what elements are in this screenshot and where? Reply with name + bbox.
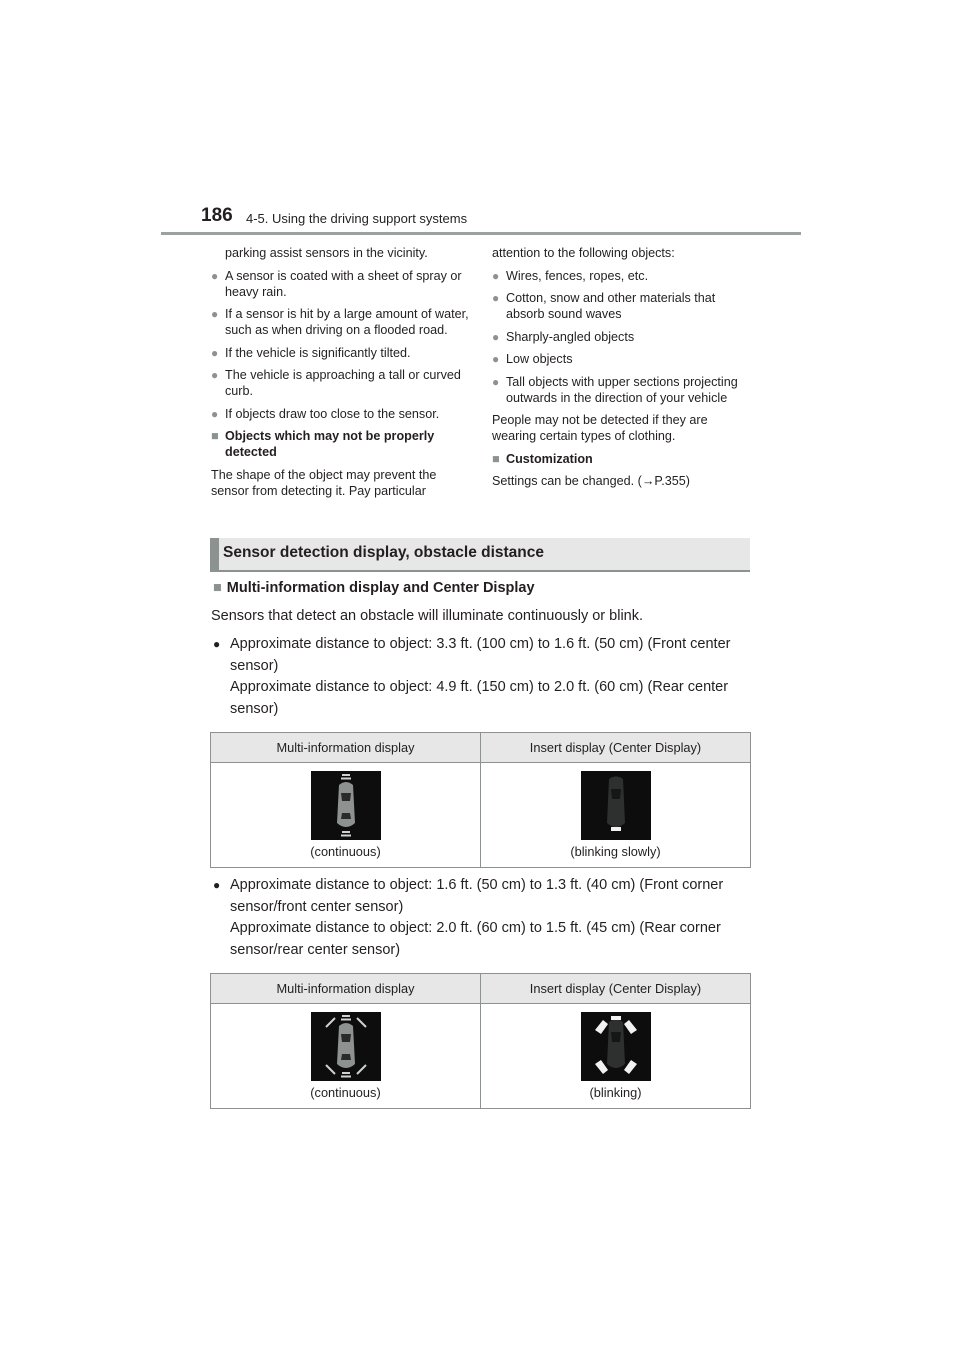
main-subheading: ■ Multi-information display and Center Display	[213, 580, 535, 596]
list-item: ● Approximate distance to object: 3.3 ft. (100 cm) to 1.6 ft. (50 cm) (Front center sensor) Approximate distance to object: 4.9 ft. (150 cm) to 2.0 ft. (60 cm) (Rear center sensor)	[213, 636, 731, 717]
list-item: ● A sensor is coated with a sheet of spray or heavy rain.	[211, 268, 462, 299]
right-intro: attention to the following objects:	[492, 246, 675, 260]
square-bullet-icon: ■	[211, 429, 219, 443]
main-intro: Sensors that detect an obstacle will illuminate continuously or blink.	[211, 608, 644, 624]
section-header-bar	[210, 538, 219, 570]
right-column	[492, 245, 754, 496]
table-header: Insert display (Center Display)	[481, 733, 751, 763]
left-intro: parking assist sensors in the vicinity.	[225, 246, 428, 260]
table-caption: (blinking slowly)	[570, 844, 661, 859]
list-item: ● If the vehicle is significantly tilted.	[211, 345, 411, 360]
bullet-icon: ●	[492, 374, 500, 389]
header-rule	[161, 232, 801, 235]
bullet-icon: ●	[492, 329, 500, 344]
list-item: ● Sharply-angled objects	[492, 329, 635, 344]
table-header: Multi-information display	[211, 974, 481, 1004]
left-paragraph: The shape of the object may prevent the sensor from detecting it. Pay particular	[211, 467, 437, 498]
table-header: Insert display (Center Display)	[481, 974, 751, 1004]
list-item: ● Cotton, snow and other materials that absorb sound waves	[492, 291, 716, 321]
square-bullet-icon: ■	[213, 580, 222, 596]
bullet-icon: ●	[211, 368, 219, 382]
bullet-icon: ●	[211, 307, 219, 321]
list-item: ● Low objects	[492, 352, 573, 366]
section-header	[210, 538, 750, 572]
list-item: ● If objects draw too close to the sensor.	[211, 406, 440, 421]
page-number: 186	[201, 205, 233, 226]
bullet-icon: ●	[492, 268, 500, 283]
left-subheading: ■ Objects which may not be properly detected	[211, 429, 435, 459]
table-caption: (continuous)	[310, 844, 381, 859]
bullet-icon: ●	[211, 345, 219, 360]
square-bullet-icon: ■	[492, 451, 500, 466]
bullet-icon: ●	[492, 352, 500, 366]
list-item: ● Approximate distance to object: 1.6 ft. (50 cm) to 1.3 ft. (40 cm) (Front corner sensor/front center sensor) Approximate distance to object: 2.0 ft. (60 cm) to 1.5 ft. (45 cm) (Rear corner sensor/rear center sensor)	[213, 877, 724, 958]
left-column	[211, 245, 473, 505]
table-caption: (blinking)	[589, 1085, 642, 1100]
list-item: ● Tall objects with upper sections projecting outwards in the direction of your vehicle	[492, 374, 738, 405]
display-table-2	[210, 973, 751, 1109]
list-item: ● If a sensor is hit by a large amount of water, such as when driving on a flooded road.	[211, 307, 469, 337]
table-header: Multi-information display	[211, 733, 481, 763]
table-cell	[211, 763, 481, 868]
right-subheading: ■ Customization	[492, 451, 593, 466]
list-item: ● Wires, fences, ropes, etc.	[492, 268, 649, 283]
section-header-title: Sensor detection display, obstacle distance	[223, 544, 545, 561]
display-table-1	[210, 732, 751, 868]
table-cell	[481, 1004, 751, 1109]
car-sensor-corner-icon	[311, 1012, 381, 1081]
right-paragraph: People may not be detected if they are wearing certain types of clothing.	[492, 413, 708, 443]
section-title: 4-5. Using the driving support systems	[246, 211, 468, 226]
car-sensor-center-icon	[581, 771, 651, 840]
bullet-icon: ●	[211, 406, 219, 421]
bullet-icon: ●	[492, 291, 500, 305]
bullet-icon: ●	[213, 878, 221, 892]
bullet-icon: ●	[211, 268, 219, 283]
table-caption: (continuous)	[310, 1085, 381, 1100]
settings-text: Settings can be changed. (→P.355)	[492, 474, 690, 488]
table-cell	[481, 763, 751, 868]
car-sensor-corner-icon	[581, 1012, 651, 1081]
list-item: ● The vehicle is approaching a tall or curved curb.	[211, 368, 461, 398]
car-sensor-center-icon	[311, 771, 381, 840]
table-cell	[211, 1004, 481, 1109]
bullet-icon: ●	[213, 637, 221, 651]
